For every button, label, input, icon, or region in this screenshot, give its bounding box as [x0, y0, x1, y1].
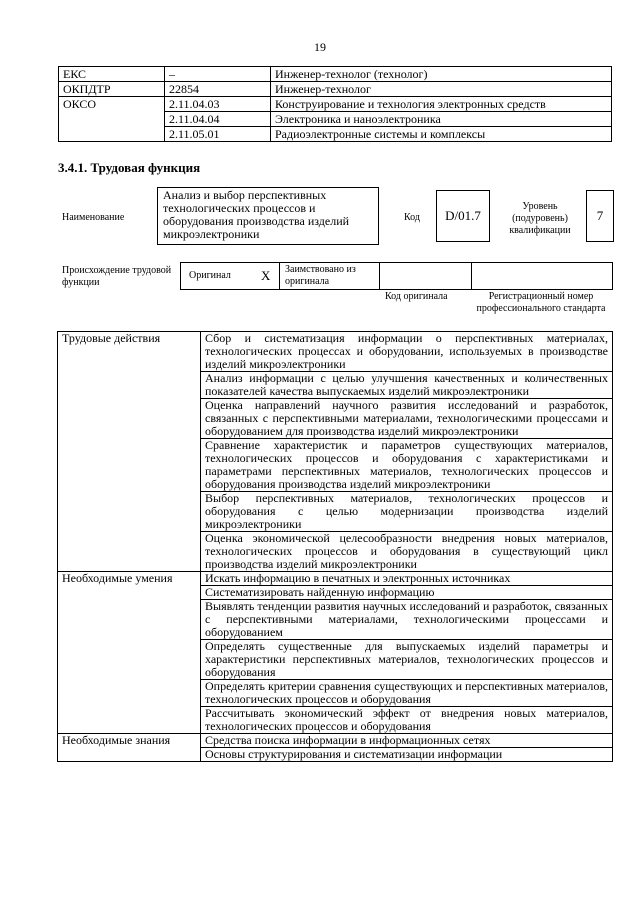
- name-label: Наименование: [62, 212, 125, 223]
- table-cell: Основы структурирования и систематизации информации: [201, 748, 613, 762]
- table-cell: Систематизировать найденную информацию: [201, 586, 613, 600]
- classifier-number: 2.11.04.03: [165, 97, 271, 112]
- page-number: 19: [314, 40, 326, 54]
- classifier-number: –: [165, 67, 271, 82]
- borrowed-label: Заимствовано из оригинала: [285, 264, 356, 287]
- table-cell: Средства поиска информации в информационных сетях: [201, 734, 613, 748]
- table-cell: Выявлять тенденции развития научных исследований и разработок, связанных с перспективными материалами, технологическими процессами и оборудованием: [201, 600, 613, 640]
- function-name: Анализ и выбор перспективных технологических процессов и оборудования производства изделий микроэлектроники: [163, 188, 350, 241]
- classifier-number: 2.11.04.04: [165, 112, 271, 127]
- table-cell: Сбор и систематизация информации о перспективных материалах, технологических процессах и оборудовании, используемых в производстве изделий микроэлектроники: [201, 332, 613, 372]
- qualification-level-box: [586, 190, 614, 242]
- code-label: Код: [404, 212, 420, 223]
- classifier-number: 2.11.05.01: [165, 127, 271, 142]
- table-row: [59, 97, 612, 112]
- section-label: Необходимые знания: [58, 734, 201, 762]
- qualification-level: 7: [596, 208, 604, 223]
- function-code-box: [436, 190, 490, 242]
- classifier-code: ОКПДТР: [59, 82, 165, 97]
- table-row: [58, 734, 613, 748]
- table-cell: Определять критерии сравнения существующих и перспективных материалов, технологических процессов и оборудования: [201, 680, 613, 707]
- classifier-code: ЕКС: [59, 67, 165, 82]
- qualification-level-label: Уровень (подуровень) квалификации: [509, 201, 571, 236]
- table-cell: Искать информацию в печатных и электронных источниках: [201, 572, 613, 586]
- code-original-caption: Код оригинала: [385, 291, 448, 302]
- section-label: Трудовые действия: [58, 332, 201, 572]
- classifier-name: Инженер-технолог (технолог): [271, 67, 612, 82]
- original-label: Оригинал: [189, 270, 231, 281]
- classifier-name: Радиоэлектронные системы и комплексы: [271, 127, 612, 142]
- divider: [379, 263, 380, 289]
- table-row: [59, 82, 612, 97]
- table-cell: Оценка экономической целесообразности внедрения новых материалов, технологических процессов и оборудования в существующий цикл производства изделий микроэлектроники: [201, 532, 613, 572]
- function-name-box: [157, 187, 379, 245]
- table-row: [58, 332, 613, 372]
- reg-number-caption: Регистрационный номер профессионального стандарта: [476, 291, 606, 314]
- table-cell: Рассчитывать экономический эффект от внедрения новых материалов, технологических процессов и оборудования: [201, 707, 613, 734]
- classifier-code: ОКСО: [59, 97, 165, 142]
- section-label: Необходимые умения: [58, 572, 201, 734]
- classifier-name: Конструирование и технология электронных средств: [271, 97, 612, 112]
- original-mark: X: [261, 268, 271, 283]
- table-cell: Выбор перспективных материалов, технологических процессов и оборудования с целью модернизации производства изделий микроэлектроники: [201, 492, 613, 532]
- classification-table: [58, 66, 612, 142]
- table-row: [58, 572, 613, 586]
- origin-box: [180, 262, 613, 290]
- labor-function-table: [57, 331, 613, 762]
- function-code: D/01.7: [445, 208, 481, 223]
- table-cell: Оценка направлений научного развития исследований и разработок, связанных с перспективными материалами, технологическими процессами и оборудованием для производства изделий микроэлектроники: [201, 399, 613, 439]
- table-cell: Анализ информации с целью улучшения качественных и количественных показателей качества выпускаемых изделий микроэлектроники: [201, 372, 613, 399]
- classifier-name: Инженер-технолог: [271, 82, 612, 97]
- classifier-number: 22854: [165, 82, 271, 97]
- table-row: [59, 67, 612, 82]
- origin-label: Происхождение трудовой функции: [62, 265, 172, 288]
- divider: [279, 263, 280, 289]
- table-cell: Сравнение характеристик и параметров существующих материалов, технологических процессов и оборудования с характеристиками и параметрами перспективных материалов, технологических процессов и оборудования производства изделий микроэлектроники: [201, 439, 613, 492]
- divider: [471, 263, 472, 289]
- section-title: 3.4.1. Трудовая функция: [58, 160, 201, 175]
- table-cell: Определять существенные для выпускаемых изделий параметры и характеристики перспективных материалов, технологических процессов и оборудования: [201, 640, 613, 680]
- classifier-name: Электроника и наноэлектроника: [271, 112, 612, 127]
